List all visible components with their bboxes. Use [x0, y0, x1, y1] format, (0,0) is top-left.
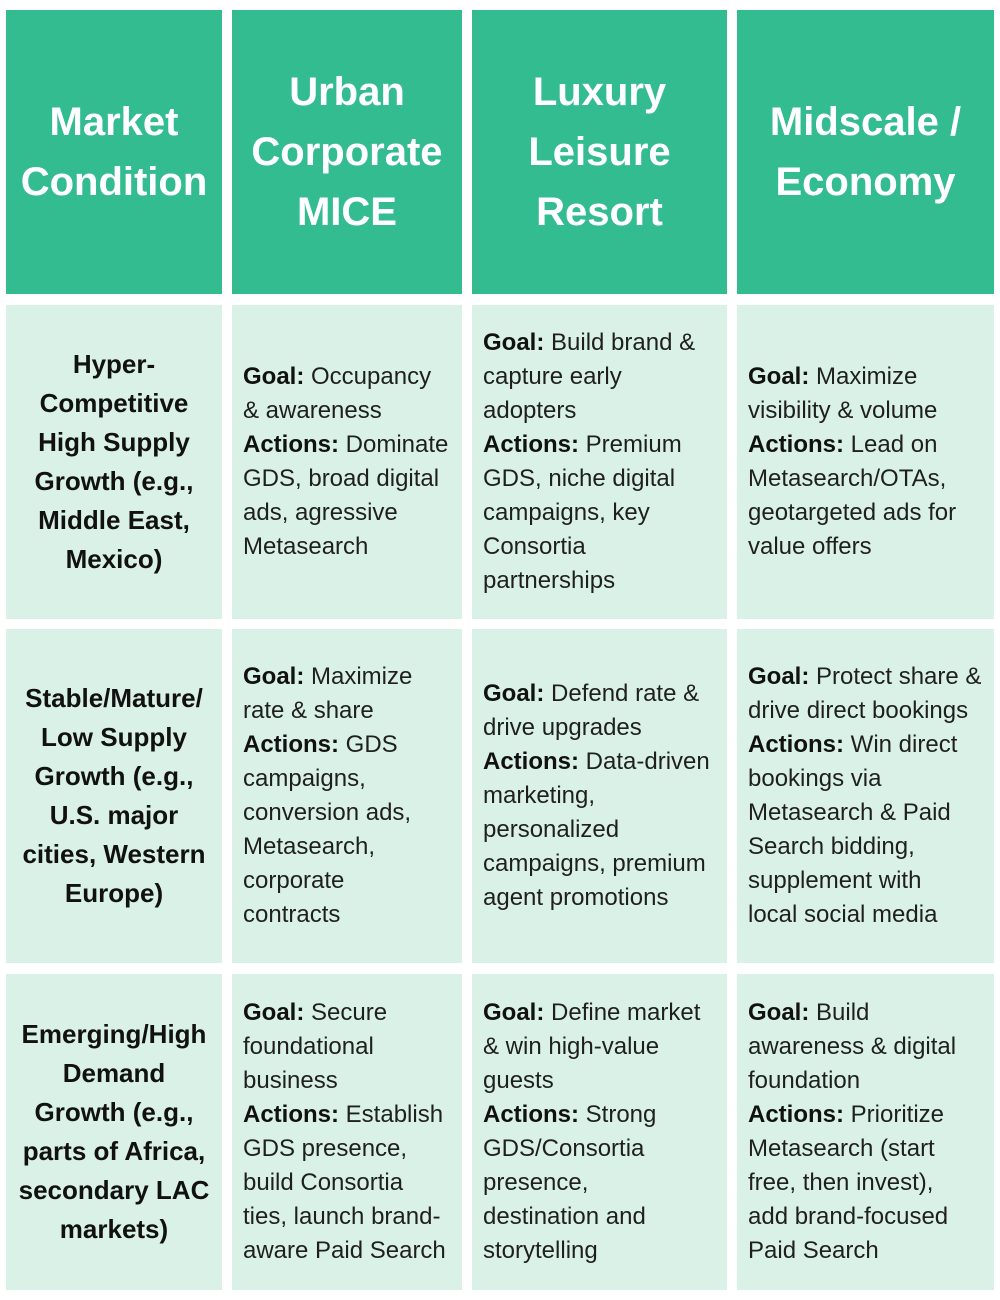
cell-stable-mature-midscale-economy: Goal: Protect share & drive direct bookings Actions: Win direct bookings via Metasearch & Paid Search bidding, supplement with local social media: [737, 629, 994, 963]
actions-label: Actions:: [243, 731, 339, 758]
header-luxury-leisure-resort: [472, 10, 727, 294]
goal-label: Goal:: [748, 663, 810, 690]
market-condition-hyper-competitive: Hyper- Competitive High Supply Growth (e.g., Middle East, Mexico): [6, 305, 222, 619]
cell-emerging-luxury-leisure: Goal: Define market & win high-value guests Actions: Strong GDS/Consortia presence, destination and storytelling: [472, 974, 727, 1290]
actions-label: Actions:: [243, 1101, 339, 1128]
goal-label: Goal:: [243, 663, 305, 690]
cell-emerging-midscale-economy: Goal: Build awareness & digital foundation Actions: Prioritize Metasearch (start free, then invest), add brand-focused Paid Search: [737, 974, 994, 1290]
cell-hyper-competitive-luxury-leisure: Goal: Build brand & capture early adopters Actions: Premium GDS, niche digital campaigns, key Consortia partnerships: [472, 305, 727, 619]
goal-label: Goal:: [243, 999, 305, 1026]
goal-label: Goal:: [748, 363, 810, 390]
header-midscale-economy: [737, 10, 994, 294]
cell-emerging-urban-corporate: Goal: Secure foundational business Actions: Establish GDS presence, build Consortia ties, launch brand- aware Paid Search: [232, 974, 462, 1290]
actions-label: Actions:: [483, 748, 579, 775]
goal-label: Goal:: [243, 363, 305, 390]
actions-label: Actions:: [748, 1101, 844, 1128]
actions-label: Actions:: [748, 731, 844, 758]
goal-label: Goal:: [483, 329, 545, 356]
actions-label: Actions:: [243, 431, 339, 458]
market-condition-emerging-high-demand: Emerging/High Demand Growth (e.g., parts of Africa, secondary LAC markets): [6, 974, 222, 1290]
header-midscale-economy-label: Midscale / Economy: [769, 100, 962, 204]
actions-label: Actions:: [483, 431, 579, 458]
goal-label: Goal:: [483, 680, 545, 707]
header-market-condition-label: Market Condition: [20, 100, 208, 204]
actions-label: Actions:: [748, 431, 844, 458]
header-urban-corporate-mice-label: Urban Corporate MICE: [251, 70, 443, 234]
cell-hyper-competitive-midscale-economy: Goal: Maximize visibility & volume Actions: Lead on Metasearch/OTAs, geotargeted ads for value offers: [737, 305, 994, 619]
cell-stable-mature-urban-corporate: Goal: Maximize rate & share Actions: GDS campaigns, conversion ads, Metasearch, corporate contracts: [232, 629, 462, 963]
header-luxury-leisure-resort-label: Luxury Leisure Resort: [528, 70, 671, 234]
header-market-condition: [6, 10, 222, 294]
cell-stable-mature-luxury-leisure: Goal: Defend rate & drive upgrades Actions: Data-driven marketing, personalized campaigns, premium agent promotions: [472, 629, 727, 963]
goal-label: Goal:: [483, 999, 545, 1026]
cell-hyper-competitive-urban-corporate: Goal: Occupancy & awareness Actions: Dominate GDS, broad digital ads, agressive Metasearch: [232, 305, 462, 619]
actions-label: Actions:: [483, 1101, 579, 1128]
goal-label: Goal:: [748, 999, 810, 1026]
market-condition-stable-mature: Stable/Mature/ Low Supply Growth (e.g., U.S. major cities, Western Europe): [6, 629, 222, 963]
header-urban-corporate-mice: [232, 10, 462, 294]
